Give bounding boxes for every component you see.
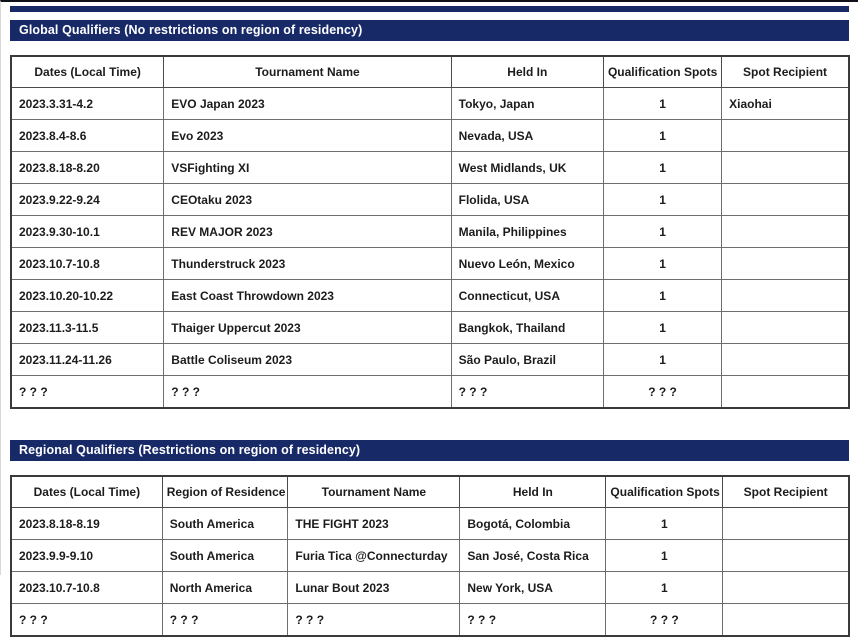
- table-cell: [722, 376, 849, 409]
- table-cell: 1: [603, 88, 721, 120]
- global-qualifiers-table: [10, 55, 850, 409]
- table-cell: ? ? ?: [11, 604, 162, 637]
- table-cell: Nevada, USA: [451, 120, 603, 152]
- table-cell: South America: [162, 508, 288, 540]
- table-cell: Nuevo León, Mexico: [451, 248, 603, 280]
- table-cell: East Coast Throwdown 2023: [164, 280, 451, 312]
- column-header: Region of Residence: [162, 476, 288, 508]
- section-title-global-qualifiers: Global Qualifiers (No restrictions on region of residency): [10, 20, 849, 41]
- table-cell: 2023.11.3-11.5: [11, 312, 164, 344]
- table-cell: Thaiger Uppercut 2023: [164, 312, 451, 344]
- table-row: [11, 248, 849, 280]
- column-header: Dates (Local Time): [11, 476, 162, 508]
- table-cell: ? ? ?: [164, 376, 451, 409]
- table-cell: 2023.8.18-8.19: [11, 508, 162, 540]
- table-cell: 2023.9.30-10.1: [11, 216, 164, 248]
- table-cell: Battle Coliseum 2023: [164, 344, 451, 376]
- table-row: [11, 120, 849, 152]
- table-row: [11, 376, 849, 409]
- table-cell: 1: [603, 184, 721, 216]
- table-cell: EVO Japan 2023: [164, 88, 451, 120]
- column-header: Held In: [451, 56, 603, 88]
- table-row: [11, 216, 849, 248]
- table-cell: [723, 540, 849, 572]
- table-cell: Tokyo, Japan: [451, 88, 603, 120]
- table-cell: 2023.11.24-11.26: [11, 344, 164, 376]
- table-row: [11, 540, 849, 572]
- table-cell: [722, 216, 849, 248]
- table-cell: 1: [603, 152, 721, 184]
- table-cell: Manila, Philippines: [451, 216, 603, 248]
- table-cell: 1: [606, 508, 723, 540]
- table-cell: CEOtaku 2023: [164, 184, 451, 216]
- table-cell: Evo 2023: [164, 120, 451, 152]
- table-cell: 1: [603, 280, 721, 312]
- table-cell: 1: [603, 344, 721, 376]
- table-cell: ? ? ?: [162, 604, 288, 637]
- table-cell: South America: [162, 540, 288, 572]
- table-cell: [723, 508, 849, 540]
- table-cell: ? ? ?: [11, 376, 164, 409]
- table-cell: São Paulo, Brazil: [451, 344, 603, 376]
- column-header: Held In: [460, 476, 606, 508]
- table-cell: North America: [162, 572, 288, 604]
- previous-banner-edge: [10, 6, 849, 12]
- table-cell: 2023.10.20-10.22: [11, 280, 164, 312]
- table-cell: [722, 152, 849, 184]
- table-cell: 1: [606, 572, 723, 604]
- table-cell: 1: [603, 312, 721, 344]
- table-cell: REV MAJOR 2023: [164, 216, 451, 248]
- column-header: Tournament Name: [164, 56, 451, 88]
- table-cell: Xiaohai: [722, 88, 849, 120]
- table-cell: VSFighting XI: [164, 152, 451, 184]
- table-cell: ? ? ?: [288, 604, 460, 637]
- table-cell: [723, 604, 849, 637]
- column-header: Qualification Spots: [603, 56, 721, 88]
- table-cell: New York, USA: [460, 572, 606, 604]
- table-cell: Bogotá, Colombia: [460, 508, 606, 540]
- column-header: Tournament Name: [288, 476, 460, 508]
- table-cell: [723, 572, 849, 604]
- table-cell: Furia Tica @Connecturday: [288, 540, 460, 572]
- table-cell: 2023.10.7-10.8: [11, 248, 164, 280]
- table-header-row: [11, 56, 849, 88]
- table-cell: [722, 248, 849, 280]
- table-cell: 2023.9.9-9.10: [11, 540, 162, 572]
- table-cell: [722, 344, 849, 376]
- table-cell: West Midlands, UK: [451, 152, 603, 184]
- table-cell: 2023.8.4-8.6: [11, 120, 164, 152]
- column-header: Qualification Spots: [606, 476, 723, 508]
- table-row: [11, 508, 849, 540]
- table-cell: 1: [603, 120, 721, 152]
- table-cell: Lunar Bout 2023: [288, 572, 460, 604]
- table-cell: 2023.3.31-4.2: [11, 88, 164, 120]
- table-row: [11, 184, 849, 216]
- table-cell: Flolida, USA: [451, 184, 603, 216]
- table-cell: Bangkok, Thailand: [451, 312, 603, 344]
- table-cell: ? ? ?: [451, 376, 603, 409]
- table-cell: Thunderstruck 2023: [164, 248, 451, 280]
- table-cell: 1: [603, 248, 721, 280]
- table-cell: 2023.9.22-9.24: [11, 184, 164, 216]
- table-cell: 1: [606, 540, 723, 572]
- column-header: Spot Recipient: [722, 56, 849, 88]
- table-cell: 2023.8.18-8.20: [11, 152, 164, 184]
- table-cell: 1: [603, 216, 721, 248]
- table-header-row: [11, 476, 849, 508]
- table-cell: ? ? ?: [606, 604, 723, 637]
- table-cell: [722, 184, 849, 216]
- table-row: [11, 604, 849, 637]
- table-cell: THE FIGHT 2023: [288, 508, 460, 540]
- regional-qualifiers-table: [10, 475, 850, 637]
- section-title-regional-qualifiers: Regional Qualifiers (Restrictions on region of residency): [10, 440, 849, 461]
- column-header: Dates (Local Time): [11, 56, 164, 88]
- table-cell: San José, Costa Rica: [460, 540, 606, 572]
- table-row: [11, 572, 849, 604]
- table-cell: ? ? ?: [603, 376, 721, 409]
- table-cell: Connecticut, USA: [451, 280, 603, 312]
- table-row: [11, 344, 849, 376]
- table-cell: [722, 120, 849, 152]
- table-row: [11, 280, 849, 312]
- table-row: [11, 152, 849, 184]
- table-cell: ? ? ?: [460, 604, 606, 637]
- column-header: Spot Recipient: [723, 476, 849, 508]
- table-cell: [722, 312, 849, 344]
- table-row: [11, 312, 849, 344]
- table-row: [11, 88, 849, 120]
- table-cell: [722, 280, 849, 312]
- table-cell: 2023.10.7-10.8: [11, 572, 162, 604]
